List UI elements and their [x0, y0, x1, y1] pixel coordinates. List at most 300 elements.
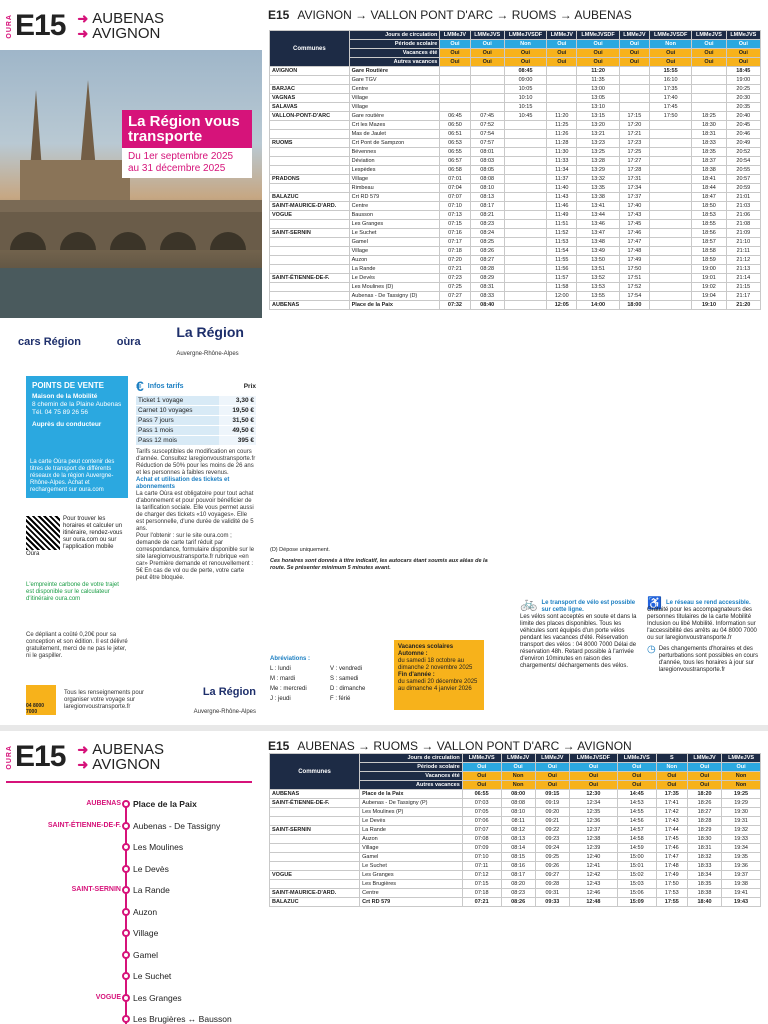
time-cell: 18:38	[687, 889, 721, 898]
commune-cell	[270, 817, 360, 826]
time-cell: 07:23	[440, 274, 470, 283]
commune-cell	[270, 292, 350, 301]
oura-brand: OURA	[6, 13, 13, 39]
time-cell	[504, 247, 546, 256]
header-cell: LMMeJVS	[722, 754, 761, 763]
time-cell: 16:10	[649, 76, 691, 85]
time-cell: 21:13	[726, 265, 760, 274]
time-cell: 18:58	[692, 247, 726, 256]
time-cell: 09:28	[535, 880, 569, 889]
time-cell: 06:58	[440, 166, 470, 175]
commune-cell: SAINT-ÉTIENNE-DE-F.	[270, 274, 350, 283]
time-cell: 07:21	[462, 898, 501, 907]
header-cell: Oui	[462, 772, 501, 781]
header-cell: Oui	[726, 40, 760, 49]
tarif-label: Carnet 10 voyages	[136, 406, 219, 416]
commune-cell: BARJAC	[270, 85, 350, 94]
diagram-stop-name: Gamel	[133, 949, 159, 960]
time-cell: 18:41	[692, 175, 726, 184]
time-cell: 06:57	[440, 157, 470, 166]
time-cell: 17:43	[656, 817, 687, 826]
time-cell: 19:00	[692, 265, 726, 274]
time-cell: 07:10	[440, 202, 470, 211]
time-cell: 11:28	[547, 139, 577, 148]
pv-tel: Tél. 04 75 89 26 56	[32, 409, 89, 416]
time-cell: 20:55	[726, 166, 760, 175]
time-cell: 11:57	[547, 274, 577, 283]
time-cell: 13:20	[577, 121, 619, 130]
time-cell: 18:40	[687, 898, 721, 907]
diagram-stop-name: Village	[133, 928, 159, 938]
time-cell: 18:29	[687, 826, 721, 835]
stop-cell: Aubenas - De Tassigny (P)	[360, 799, 463, 808]
stop-cell: Le Suchet	[360, 862, 463, 871]
timetable-1-title	[268, 8, 632, 22]
time-cell: 11:53	[547, 238, 577, 247]
diagram-stop	[0, 1014, 262, 1024]
time-cell: 18:33	[687, 862, 721, 871]
stop-cell: Les Granges	[360, 871, 463, 880]
time-cell: 13:00	[577, 85, 619, 94]
time-cell: 15:02	[617, 871, 656, 880]
time-cell: 13:35	[577, 184, 619, 193]
arrow-icon: ➜	[77, 742, 89, 757]
header-cell: Non	[722, 781, 761, 790]
time-cell: 17:31	[619, 175, 649, 184]
time-cell: 17:34	[619, 184, 649, 193]
time-cell: 14:45	[617, 790, 656, 799]
time-cell: 12:48	[569, 898, 617, 907]
header-cell: Oui	[547, 49, 577, 58]
time-cell: 09:24	[535, 844, 569, 853]
header-label: Autres vacances	[360, 781, 463, 790]
time-cell: 09:27	[535, 871, 569, 880]
time-cell	[504, 265, 546, 274]
time-cell	[649, 193, 691, 202]
time-cell: 19:01	[692, 274, 726, 283]
line-header-2	[6, 737, 164, 777]
diagram-stop-name: Auzon	[133, 906, 158, 917]
time-cell: 21:14	[726, 274, 760, 283]
table-row	[270, 790, 761, 799]
header-cell: LMMeJVS	[692, 31, 726, 40]
time-cell	[649, 256, 691, 265]
stop-cell: Les Moulines (P)	[360, 808, 463, 817]
commune-cell	[270, 121, 350, 130]
table-row	[270, 889, 761, 898]
header-cell: Oui	[440, 49, 470, 58]
commune-cell	[270, 166, 350, 175]
time-cell	[649, 175, 691, 184]
time-cell: 07:15	[440, 220, 470, 229]
time-cell: 13:53	[577, 283, 619, 292]
table-row	[270, 301, 761, 310]
time-cell: 09:26	[535, 862, 569, 871]
tarifs-note1: Tarifs susceptibles de modification en cours d'année. Consultez laregionvoustransporte.fr	[136, 449, 256, 462]
route-title: AUBENAS → RUOMS → VALLON PONT D'ARC → AVIGNON	[297, 739, 632, 753]
time-cell: 14:55	[617, 808, 656, 817]
destination-1: AUBENAS	[92, 741, 164, 758]
header-cell: LMMeJVS	[726, 31, 760, 40]
time-cell: 10:45	[504, 112, 546, 121]
time-cell: 12:35	[569, 808, 617, 817]
tarif-price: 3,30 €	[219, 396, 256, 406]
table-row	[270, 112, 761, 121]
table-row	[270, 292, 761, 301]
header-cell: Oui	[692, 58, 726, 67]
header-cell: Oui	[617, 763, 656, 772]
time-cell: 18:33	[692, 139, 726, 148]
table-row	[270, 862, 761, 871]
time-cell: 20:52	[726, 148, 760, 157]
stop-dot-icon	[122, 951, 130, 959]
time-cell: 10:15	[504, 103, 546, 112]
header-cell: Oui	[504, 49, 546, 58]
time-cell	[692, 76, 726, 85]
access-changes: Des changements d'horaires et des perturbations sont possibles en cours d'année, tous les horaires à jour sur laregionvoustransporte.fr	[658, 646, 759, 673]
header-cell: LMMeJVSDF	[569, 754, 617, 763]
time-cell: 12:05	[547, 301, 577, 310]
time-cell: 13:46	[577, 220, 619, 229]
time-cell: 17:15	[619, 112, 649, 121]
time-cell: 08:10	[470, 184, 504, 193]
time-cell: 17:50	[619, 265, 649, 274]
commune-cell: SAINT-ÉTIENNE-DE-F.	[270, 799, 360, 808]
time-cell	[440, 76, 470, 85]
commune-cell: SAINT-SERNIN	[270, 229, 350, 238]
time-cell: 11:35	[577, 76, 619, 85]
header-cell: Oui	[577, 40, 619, 49]
stop-cell: Le Devès	[360, 817, 463, 826]
time-cell	[547, 85, 577, 94]
time-cell: 15:06	[617, 889, 656, 898]
time-cell: 08:13	[470, 193, 504, 202]
time-cell: 08:23	[470, 220, 504, 229]
time-cell	[504, 220, 546, 229]
time-cell	[692, 103, 726, 112]
time-cell: 13:47	[577, 229, 619, 238]
time-cell: 17:45	[649, 103, 691, 112]
tarif-row	[136, 406, 256, 416]
header-cell: Oui	[687, 772, 721, 781]
time-cell: 18:30	[692, 121, 726, 130]
time-cell: 07:07	[462, 826, 501, 835]
time-cell: 21:17	[726, 292, 760, 301]
time-cell: 17:46	[619, 229, 649, 238]
cars-region-logo: cars Région	[18, 336, 81, 348]
stop-cell: Village	[349, 247, 440, 256]
time-cell: 17:23	[619, 139, 649, 148]
time-cell: 20:57	[726, 175, 760, 184]
time-cell: 07:57	[470, 139, 504, 148]
time-cell: 14:58	[617, 835, 656, 844]
header-cell: Oui	[569, 763, 617, 772]
time-cell: 08:08	[470, 175, 504, 184]
time-cell: 17:45	[619, 220, 649, 229]
diagram-stop-name: Le Suchet	[133, 971, 172, 981]
commune-cell: SAINT-SERNIN	[270, 826, 360, 835]
table-row	[270, 265, 761, 274]
commune-cell	[270, 808, 360, 817]
header-cell: Oui	[462, 781, 501, 790]
line-code-small: E15	[268, 8, 290, 22]
header-cell: Oui	[569, 781, 617, 790]
diagram-stop	[0, 971, 262, 991]
stop-cell: Village	[349, 94, 440, 103]
communes-header: Communes	[270, 31, 350, 67]
time-cell: 17:20	[619, 121, 649, 130]
carbon-info: L'empreinte carbone de votre trajet est disponible sur le calculateur d'itinéraire oura.com	[26, 582, 119, 602]
tarif-price: 395 €	[219, 436, 256, 446]
time-cell: 12:39	[569, 844, 617, 853]
time-cell: 19:37	[722, 871, 761, 880]
time-cell: 20:54	[726, 157, 760, 166]
header-cell: Oui	[577, 49, 619, 58]
header-cell: Non	[501, 772, 535, 781]
time-cell: 07:16	[440, 229, 470, 238]
time-cell: 12:36	[569, 817, 617, 826]
time-cell	[504, 301, 546, 310]
time-cell	[470, 85, 504, 94]
time-cell: 07:05	[462, 808, 501, 817]
table-row	[270, 898, 761, 907]
time-cell: 19:33	[722, 835, 761, 844]
time-cell: 12:37	[569, 826, 617, 835]
time-cell	[504, 175, 546, 184]
time-cell: 17:49	[656, 871, 687, 880]
tarif-price: 49,50 €	[219, 426, 256, 436]
time-cell: 07:18	[462, 889, 501, 898]
commune-cell	[270, 283, 350, 292]
header-cell: Oui	[656, 772, 687, 781]
wheelchair-icon: ♿	[647, 596, 662, 610]
vac-automne: Automne :	[398, 651, 428, 657]
stop-cell: Bausson	[349, 211, 440, 220]
table-row	[270, 193, 761, 202]
diagram-stop-name: Les Moulines	[133, 842, 184, 852]
time-cell: 13:29	[577, 166, 619, 175]
table-row	[270, 175, 761, 184]
abbr-item: F : férié	[330, 696, 351, 702]
diagram-stop	[0, 799, 262, 819]
table-row	[270, 247, 761, 256]
destination-2: AVIGNON	[92, 756, 161, 773]
commune-cell	[270, 130, 350, 139]
destinations	[77, 11, 164, 41]
stop-cell: Aubenas - De Tassigny (D)	[349, 292, 440, 301]
stop-cell: Crt Pont de Sampzon	[349, 139, 440, 148]
time-cell: 13:44	[577, 211, 619, 220]
time-cell: 08:21	[470, 211, 504, 220]
time-cell: 06:50	[440, 121, 470, 130]
time-cell: 08:01	[470, 148, 504, 157]
header-cell: Non	[649, 40, 691, 49]
header-cell: LMMeJV	[619, 31, 649, 40]
time-cell: 13:21	[577, 130, 619, 139]
header-cell: Oui	[687, 781, 721, 790]
time-cell: 08:17	[470, 202, 504, 211]
time-cell: 19:25	[722, 790, 761, 799]
time-cell	[547, 76, 577, 85]
time-cell: 08:26	[470, 247, 504, 256]
time-cell: 15:00	[617, 853, 656, 862]
header-cell: LMMeJVS	[617, 754, 656, 763]
commune-cell	[270, 247, 350, 256]
access-text: Gratuité pour les accompagnateurs des personnes titulaires de la carte Mobilité Inclusion ou libé Mobilité. Information sur l'accessibilité des arrêts au 04 8000 7000 ou sur laregionvoustransporte.fr	[647, 607, 757, 641]
pv-title: POINTS DE VENTE	[32, 381, 105, 390]
header-cell: LMMeJVS	[470, 31, 504, 40]
region-footer-logo: La Région Auvergne-Rhône-Alpes	[193, 686, 256, 715]
stop-cell: Rimbeau	[349, 184, 440, 193]
stop-dot-icon	[122, 994, 130, 1002]
tarifs-table	[136, 396, 256, 446]
header-label: Période scolaire	[360, 763, 463, 772]
stop-cell: Les Brugières	[360, 880, 463, 889]
header-cell: Non	[722, 772, 761, 781]
line-code: E15	[15, 740, 66, 773]
table-row	[270, 166, 761, 175]
time-cell	[470, 103, 504, 112]
time-cell: 13:15	[577, 112, 619, 121]
footer-info: Tous les renseignements pour organiser votre voyage sur laregionvoustransporte.fr	[64, 689, 145, 710]
time-cell: 17:48	[619, 247, 649, 256]
time-cell: 11:33	[547, 157, 577, 166]
time-cell: 17:42	[656, 808, 687, 817]
time-cell: 18:28	[687, 817, 721, 826]
commune-cell	[270, 835, 360, 844]
time-cell: 18:27	[687, 808, 721, 817]
tarif-row	[136, 396, 256, 406]
header-label: Jours de circulation	[360, 754, 463, 763]
time-cell: 09:23	[535, 835, 569, 844]
stop-cell: Auzon	[360, 835, 463, 844]
diagram-stop-name: La Rande	[133, 885, 170, 895]
time-cell: 13:51	[577, 265, 619, 274]
time-cell: 15:01	[617, 862, 656, 871]
time-cell	[440, 103, 470, 112]
time-cell: 17:41	[656, 799, 687, 808]
time-cell: 17:50	[656, 880, 687, 889]
diagram-commune: SAINT-ÉTIENNE-DE-F.	[47, 821, 121, 829]
bike-icon: 🚲	[520, 595, 538, 611]
time-cell: 18:25	[692, 112, 726, 121]
pv-address: 8 chemin de la Plaine Aubenas	[32, 401, 122, 408]
time-cell: 13:05	[577, 94, 619, 103]
qr-block	[26, 516, 128, 558]
header-cell: Oui	[440, 40, 470, 49]
time-cell: 06:55	[440, 148, 470, 157]
pv-place: Maison de la Mobilité	[32, 393, 98, 400]
time-cell	[547, 94, 577, 103]
time-cell: 17:44	[656, 826, 687, 835]
time-cell: 08:24	[470, 229, 504, 238]
header-rule	[6, 781, 252, 783]
time-cell: 18:45	[726, 67, 760, 76]
stop-dot-icon	[122, 800, 130, 808]
time-cell	[649, 166, 691, 175]
time-cell	[504, 166, 546, 175]
time-cell: 09:00	[504, 76, 546, 85]
time-cell: 17:48	[656, 862, 687, 871]
commune-cell: BALAZUC	[270, 898, 360, 907]
time-cell: 15:03	[617, 880, 656, 889]
header-cell: Oui	[462, 763, 501, 772]
vac-fin-dates: du samedi 20 décembre 2025 au dimanche 4 janvier 2026	[398, 679, 478, 692]
time-cell: 08:12	[501, 826, 535, 835]
header-cell: LMMeJVS	[462, 754, 501, 763]
time-cell: 07:03	[462, 799, 501, 808]
access-title: Le réseau se rend accessible.	[665, 600, 751, 606]
access-info	[647, 596, 763, 674]
table-row	[270, 871, 761, 880]
time-cell: 19:35	[722, 853, 761, 862]
timetable-1-notes	[270, 547, 490, 572]
header-row	[270, 754, 761, 763]
table-row	[270, 844, 761, 853]
time-cell: 20:35	[726, 103, 760, 112]
cover-photo	[0, 50, 262, 318]
time-cell	[504, 184, 546, 193]
time-cell: 13:25	[577, 148, 619, 157]
time-cell	[619, 94, 649, 103]
time-cell: 12:34	[569, 799, 617, 808]
time-cell	[649, 229, 691, 238]
abbr-grid	[270, 664, 390, 704]
tarif-row	[136, 416, 256, 426]
time-cell	[547, 103, 577, 112]
time-cell: 08:20	[501, 880, 535, 889]
time-cell: 07:09	[462, 844, 501, 853]
time-cell	[649, 157, 691, 166]
header-label: Vacances été	[360, 772, 463, 781]
commune-cell	[270, 853, 360, 862]
time-cell: 14:57	[617, 826, 656, 835]
commune-cell	[270, 265, 350, 274]
time-cell: 11:46	[547, 202, 577, 211]
diagram-commune: SAINT-SERNIN	[71, 886, 121, 893]
header-cell: Oui	[619, 49, 649, 58]
time-cell: 13:50	[577, 256, 619, 265]
commune-cell	[270, 220, 350, 229]
stop-cell: Mas de Jaulet	[349, 130, 440, 139]
time-cell: 13:28	[577, 157, 619, 166]
header-cell: Oui	[547, 58, 577, 67]
time-cell	[504, 157, 546, 166]
time-cell: 13:23	[577, 139, 619, 148]
stop-cell: Gare TGV	[349, 76, 440, 85]
time-cell	[440, 94, 470, 103]
stop-dot-icon	[122, 972, 130, 980]
diagram-stop	[0, 885, 262, 905]
arrow-icon: ➜	[77, 26, 89, 41]
header-cell: Oui	[440, 58, 470, 67]
time-cell: 10:10	[504, 94, 546, 103]
header-cell: Oui	[501, 763, 535, 772]
promo-title: La Région vous transporte	[122, 110, 252, 148]
time-cell	[504, 193, 546, 202]
oura-brand: OURA	[6, 744, 13, 770]
time-cell: 11:52	[547, 229, 577, 238]
line-header	[6, 6, 164, 46]
time-cell: 12:30	[569, 790, 617, 799]
time-cell: 17:25	[619, 148, 649, 157]
time-cell: 08:14	[501, 844, 535, 853]
header-label: Période scolaire	[349, 40, 440, 49]
time-cell: 18:31	[692, 130, 726, 139]
time-cell: 17:43	[619, 211, 649, 220]
time-cell: 12:00	[547, 292, 577, 301]
time-cell: 11:51	[547, 220, 577, 229]
